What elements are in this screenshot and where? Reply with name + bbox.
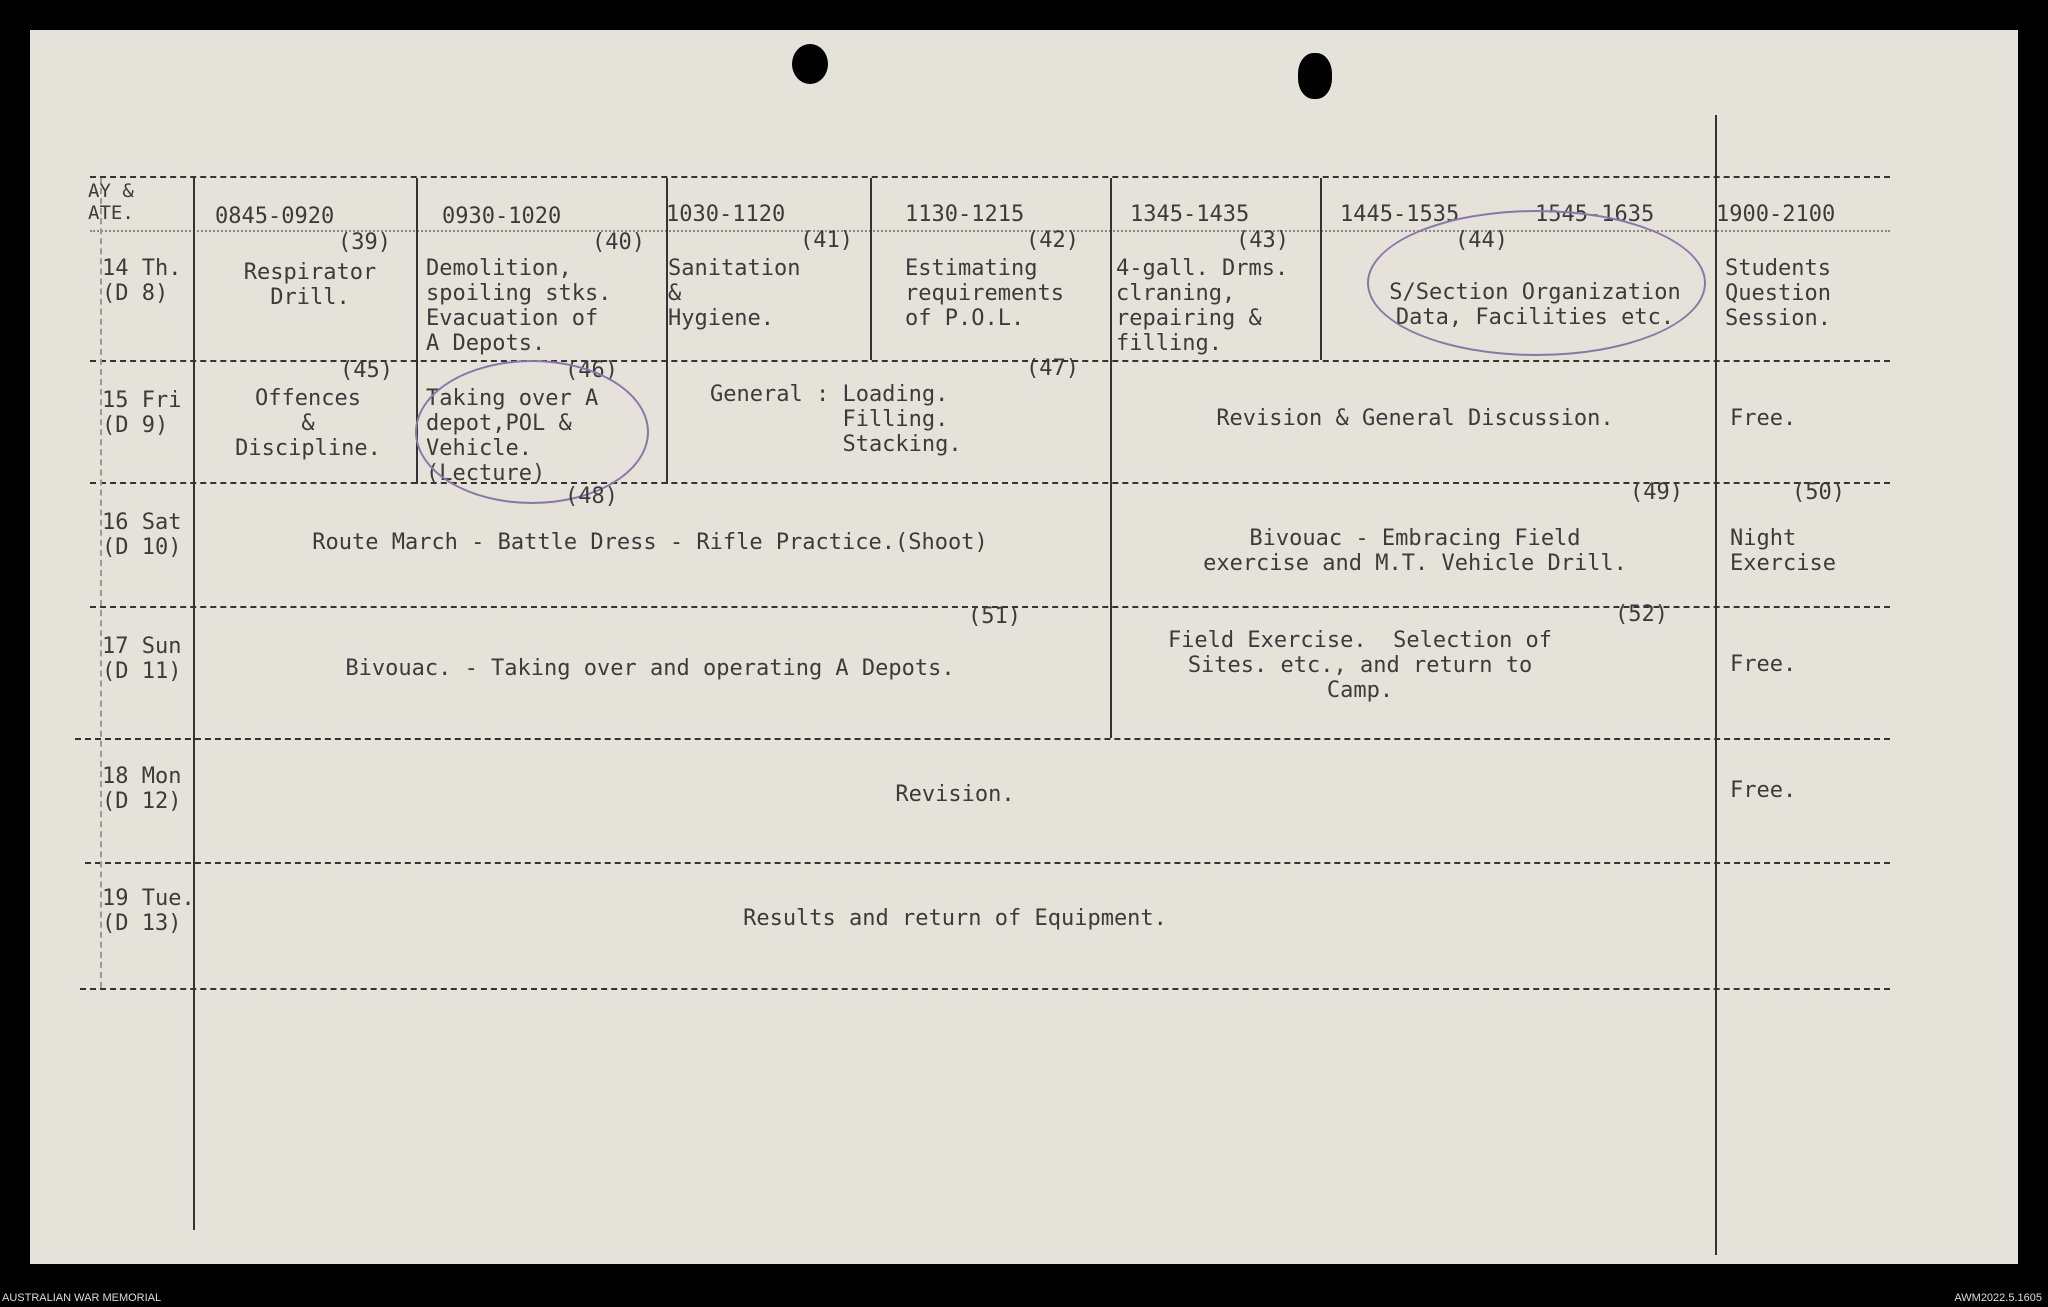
- cell-fri-free: Free.: [1730, 406, 1797, 431]
- cell-fri-offences: Offences & Discipline.: [235, 386, 381, 461]
- circle-annotation-46: [415, 360, 649, 504]
- ref-47: (47): [1026, 356, 1079, 381]
- cell-fri-general: General : Loading. Filling. Stacking.: [710, 382, 962, 457]
- header-time-8: 1900-2100: [1716, 202, 1836, 227]
- circle-annotation-44: [1367, 210, 1706, 356]
- rule-row-tue-bottom: [80, 988, 1890, 990]
- col-line-day: [193, 178, 195, 1230]
- rule-header-top: [90, 176, 1890, 178]
- rule-row-mon-bottom: [85, 862, 1890, 864]
- cell-fri-taking-over: Taking over A depot,POL & Vehicle. (Lecture): [426, 386, 599, 486]
- footer-accession-number: AWM2022.5.1605: [1954, 1292, 2042, 1304]
- ref-43: (43): [1236, 228, 1289, 253]
- ref-50: (50): [1792, 480, 1845, 505]
- header-time-4: 1130-1215: [905, 202, 1025, 227]
- ref-41: (41): [800, 228, 853, 253]
- day-tue: 19 Tue. (D 13): [102, 886, 195, 936]
- cell-tue-results: Results and return of Equipment.: [743, 906, 1167, 931]
- day-fri: 15 Fri (D 9): [102, 388, 182, 438]
- cell-thu-demolition: Demolition, spoiling stks. Evacuation of A Depots.: [426, 256, 612, 356]
- header-time-7: 1545-1635: [1535, 202, 1655, 227]
- ref-52: (52): [1615, 602, 1668, 627]
- cell-fri-revision: Revision & General Discussion.: [1216, 406, 1614, 431]
- cell-sun-free: Free.: [1730, 652, 1797, 677]
- header-time-3: 1030-1120: [666, 202, 786, 227]
- ref-42: (42): [1026, 228, 1079, 253]
- day-mon: 18 Mon (D 12): [102, 764, 182, 814]
- punch-hole-left: [792, 44, 828, 84]
- col-line-5: [1110, 178, 1112, 738]
- cell-sun-field-exercise: Field Exercise. Selection of Sites. etc., and return to Camp.: [1167, 628, 1553, 703]
- cell-mon-revision: Revision.: [895, 782, 1015, 807]
- cell-sat-route-march: Route March - Battle Dress - Rifle Practice.(Shoot): [312, 530, 988, 555]
- cell-thu-organization: S/Section Organization Data, Facilities etc.: [1389, 280, 1681, 330]
- ref-46: (46): [565, 358, 618, 383]
- cell-thu-respirator-drill: Respirator Drill.: [243, 260, 377, 310]
- cell-mon-free: Free.: [1730, 778, 1797, 803]
- header-day-date: AY & ATE.: [88, 180, 134, 224]
- col-line-7: [1715, 115, 1717, 1255]
- cell-thu-sanitation: Sanitation & Hygiene.: [668, 256, 801, 331]
- day-sat: 16 Sat (D 10): [102, 510, 182, 560]
- footer-archive-name: AUSTRALIAN WAR MEMORIAL: [2, 1292, 162, 1304]
- col-line-6: [1320, 178, 1322, 360]
- ref-45: (45): [340, 358, 393, 383]
- rule-row-fri-bottom: [90, 482, 1890, 484]
- ref-40: (40): [592, 230, 645, 255]
- cell-thu-question-session: Students Question Session.: [1725, 256, 1831, 331]
- ref-49: (49): [1630, 480, 1683, 505]
- header-time-6: 1445-1535: [1340, 202, 1460, 227]
- cell-sat-bivouac: Bivouac - Embracing Field exercise and M.T. Vehicle Drill.: [1203, 526, 1627, 576]
- col-line-4: [870, 178, 872, 360]
- ref-39: (39): [338, 230, 391, 255]
- day-sun: 17 Sun (D 11): [102, 634, 182, 684]
- document-page: [30, 30, 2018, 1264]
- cell-thu-estimating: Estimating requirements of P.O.L.: [905, 256, 1064, 331]
- day-thu: 14 Th. (D 8): [102, 256, 182, 306]
- header-time-5: 1345-1435: [1130, 202, 1250, 227]
- cell-sun-bivouac: Bivouac. - Taking over and operating A Depots.: [345, 656, 955, 681]
- ref-51: (51): [968, 604, 1021, 629]
- ref-44: (44): [1455, 228, 1508, 253]
- cell-sat-night-exercise: Night Exercise: [1730, 526, 1836, 576]
- ref-48: (48): [565, 484, 618, 509]
- header-time-2: 0930-1020: [442, 204, 562, 229]
- header-time-1: 0845-0920: [215, 204, 335, 229]
- cell-thu-drums: 4-gall. Drms. clraning, repairing & filling.: [1116, 256, 1289, 356]
- punch-hole-right: [1298, 53, 1332, 99]
- rule-row-sun-bottom: [75, 738, 1890, 740]
